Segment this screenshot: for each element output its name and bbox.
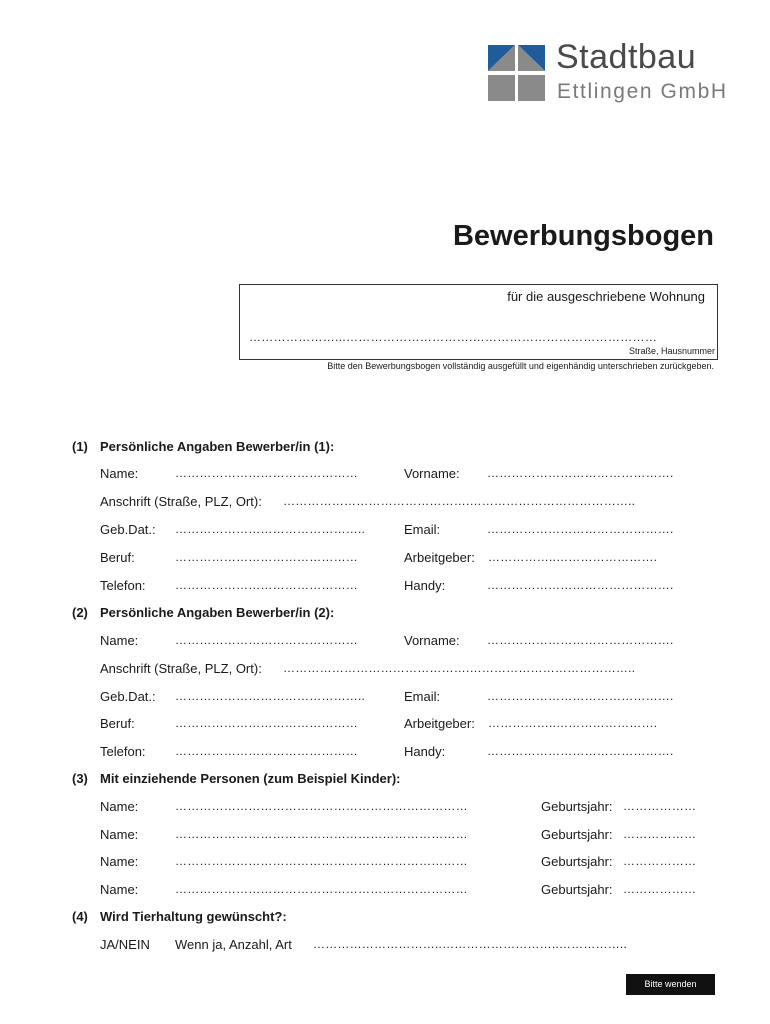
birth-year-field[interactable]: ……………… <box>623 882 697 896</box>
turn-page-badge: Bitte wenden <box>626 974 715 995</box>
person-name-field[interactable]: ……………………………………………………………… <box>175 827 468 841</box>
section-2-title: Persönliche Angaben Bewerber/in (2): <box>100 605 335 620</box>
birth-year-field[interactable]: ……………… <box>623 799 697 813</box>
telefon-field[interactable]: ……………………………………… <box>175 744 358 758</box>
person-name-label: Name: <box>100 799 139 814</box>
address-label: Anschrift (Straße, PLZ, Ort): <box>100 494 262 509</box>
handy-label: Handy: <box>404 744 446 759</box>
section-3-number: (3) <box>72 771 88 786</box>
person-name-label: Name: <box>100 854 139 869</box>
flat-caption: Straße, Hausnummer <box>628 346 715 356</box>
birth-year-label: Geburtsjahr: <box>541 799 613 814</box>
person-name-field[interactable]: ……………………………………………………………… <box>175 882 468 896</box>
birthdate-field[interactable]: ……………………………………….. <box>175 522 366 536</box>
beruf-label: Beruf: <box>100 550 135 565</box>
section-2-number: (2) <box>72 605 88 620</box>
email-field[interactable]: ………………………………………. <box>487 522 674 536</box>
pet-details-field[interactable]: …………………………..………………………..…………….. <box>313 937 628 951</box>
arbeitgeber-field[interactable]: ……………..……………………. <box>488 716 658 730</box>
name-field[interactable]: ……………………………………… <box>175 466 358 480</box>
address-label: Anschrift (Straße, PLZ, Ort): <box>100 661 262 676</box>
birth-year-label: Geburtsjahr: <box>541 854 613 869</box>
email-label: Email: <box>404 522 441 537</box>
document-title: Bewerbungsbogen <box>452 220 714 252</box>
handy-field[interactable]: ………………………………………. <box>487 744 674 758</box>
name-field[interactable]: ……………………………………… <box>175 633 358 647</box>
section-1-number: (1) <box>72 439 88 454</box>
telefon-field[interactable]: ……………………………………… <box>175 578 358 592</box>
birth-year-label: Geburtsjahr: <box>541 882 613 897</box>
person-name-label: Name: <box>100 827 139 842</box>
flat-address-field[interactable]: …………………...………………………….……………………………………… <box>249 330 658 344</box>
birthdate-field[interactable]: ……………………………………….. <box>175 689 366 703</box>
flat-address-box <box>239 284 718 360</box>
section-3-title: Mit einziehende Personen (zum Beispiel Kinder): <box>100 771 401 786</box>
arbeitgeber-field[interactable]: ……………..……………………. <box>488 550 658 564</box>
address-field[interactable]: ……………………………………….………………………………….. <box>283 494 636 508</box>
section-4-title: Wird Tierhaltung gewünscht?: <box>100 909 287 924</box>
logo-title: Stadtbau <box>556 38 697 76</box>
logo-subtitle: Ettlingen GmbH <box>557 80 728 103</box>
person-name-field[interactable]: ……………………………………………………………… <box>175 854 468 868</box>
vorname-label: Vorname: <box>404 633 460 648</box>
email-label: Email: <box>404 689 441 704</box>
name-label: Name: <box>100 633 139 648</box>
section-1-title: Persönliche Angaben Bewerber/in (1): <box>100 439 335 454</box>
birthdate-label: Geb.Dat.: <box>100 522 156 537</box>
beruf-field[interactable]: ……………………………………… <box>175 716 358 730</box>
beruf-label: Beruf: <box>100 716 135 731</box>
person-name-field[interactable]: ……………………………………………………………… <box>175 799 468 813</box>
birth-year-label: Geburtsjahr: <box>541 827 613 842</box>
beruf-field[interactable]: ……………………………………… <box>175 550 358 564</box>
instruction-note: Bitte den Bewerbungsbogen vollständig ausgefüllt und eigenhändig unterschrieben zurückgeben. <box>327 361 714 371</box>
email-field[interactable]: ………………………………………. <box>487 689 674 703</box>
birth-year-field[interactable]: ……………… <box>623 827 697 841</box>
yes-no-label: JA/NEIN <box>100 937 150 952</box>
vorname-label: Vorname: <box>404 466 460 481</box>
logo-mark-icon <box>488 45 545 101</box>
vorname-field[interactable]: ………………………………………. <box>487 633 674 647</box>
name-label: Name: <box>100 466 139 481</box>
arbeitgeber-label: Arbeitgeber: <box>404 716 475 731</box>
handy-label: Handy: <box>404 578 446 593</box>
person-name-label: Name: <box>100 882 139 897</box>
section-4-number: (4) <box>72 909 88 924</box>
handy-field[interactable]: ………………………………………. <box>487 578 674 592</box>
telefon-label: Telefon: <box>100 744 146 759</box>
flat-label: für die ausgeschriebene Wohnung <box>507 289 705 304</box>
pet-details-label: Wenn ja, Anzahl, Art <box>175 937 292 952</box>
arbeitgeber-label: Arbeitgeber: <box>404 550 475 565</box>
address-field[interactable]: ……………………………………….………………………………….. <box>283 661 636 675</box>
telefon-label: Telefon: <box>100 578 146 593</box>
vorname-field[interactable]: ………………………………………. <box>487 466 674 480</box>
birthdate-label: Geb.Dat.: <box>100 689 156 704</box>
birth-year-field[interactable]: ……………… <box>623 854 697 868</box>
